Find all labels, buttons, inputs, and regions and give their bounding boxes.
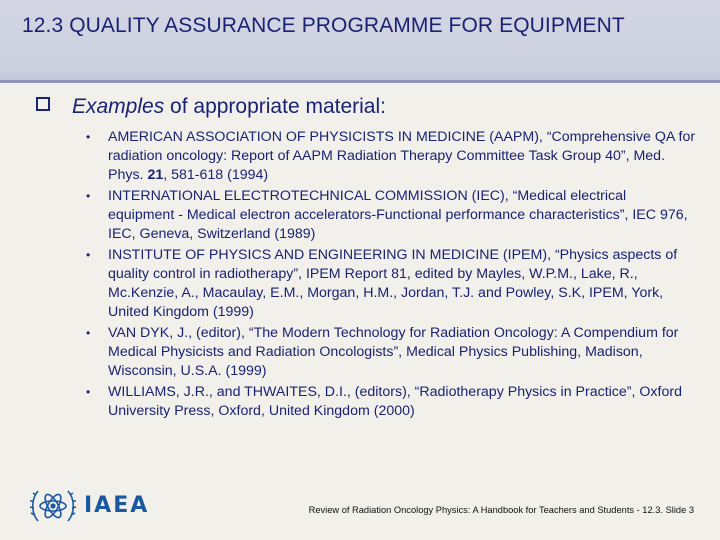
reference-text: VAN DYK, J., (editor), “The Modern Technology for Radiation Oncology: A Compendium for Medical Physicists and Radiation Oncologists”, Medical Physics Publishing, Madison, Wisconsin, U.S.A. (1999) <box>108 325 679 379</box>
header-divider <box>0 80 720 83</box>
reference-item <box>86 128 696 185</box>
slide-header <box>0 0 720 80</box>
bullet-icon: • <box>86 248 91 262</box>
reference-text: INTERNATIONAL ELECTROTECHNICAL COMMISSION (IEC), “Medical electrical equipment - Medical electron accelerators-Functional performance characteristics”, IEC 976, IEC, Geneva, Switzerland (1989) <box>108 188 688 242</box>
logo-text: IAEA <box>84 493 150 518</box>
reference-item <box>86 383 696 421</box>
reference-item <box>86 246 696 322</box>
reference-item <box>86 324 696 381</box>
bullet-icon: • <box>86 130 91 144</box>
iaea-logo <box>28 481 158 531</box>
reference-volume: 21 <box>147 167 164 183</box>
reference-pages: , 581-618 (1994) <box>163 167 269 183</box>
reference-list <box>86 128 696 423</box>
bullet-icon: • <box>86 326 91 340</box>
slide-footer: Review of Radiation Oncology Physics: A Handbook for Teachers and Students - 12.3. Slide 3 <box>308 505 694 515</box>
bullet-icon: • <box>86 189 91 203</box>
bullet-icon: • <box>86 385 91 399</box>
lead-emphasis: Examples <box>72 95 165 118</box>
atom-laurel-icon <box>28 481 78 531</box>
reference-text: INSTITUTE OF PHYSICS AND ENGINEERING IN MEDICINE (IPEM), “Physics aspects of quality control in radiotherapy”, IPEM Report 81, edited by Mayles, W.P.M., Lake, R., Mc.Kenzie, A., Macaulay, E.M., Morgan, H.M., Jordan, T.J. and Powley, S.K, IPEM, York, United Kingdom (1999) <box>108 247 678 320</box>
reference-text: WILLIAMS, J.R., and THWAITES, D.I., (editors), “Radiotherapy Physics in Practice”, Oxford University Press, Oxford, United Kingdom (2000) <box>108 384 682 419</box>
lead-line <box>36 95 386 119</box>
reference-text: AMERICAN ASSOCIATION OF PHYSICISTS IN MEDICINE (AAPM), “Comprehensive QA for radiation oncology: Report of AAPM Radiation Therapy Committee Task Group 40”, Med. Phys. <box>108 129 696 183</box>
lead-text: of appropriate material: <box>164 95 386 118</box>
slide-title: 12.3 QUALITY ASSURANCE PROGRAMME FOR EQUIPMENT <box>22 14 625 37</box>
checkbox-bullet-icon <box>36 97 50 111</box>
reference-item <box>86 187 696 244</box>
